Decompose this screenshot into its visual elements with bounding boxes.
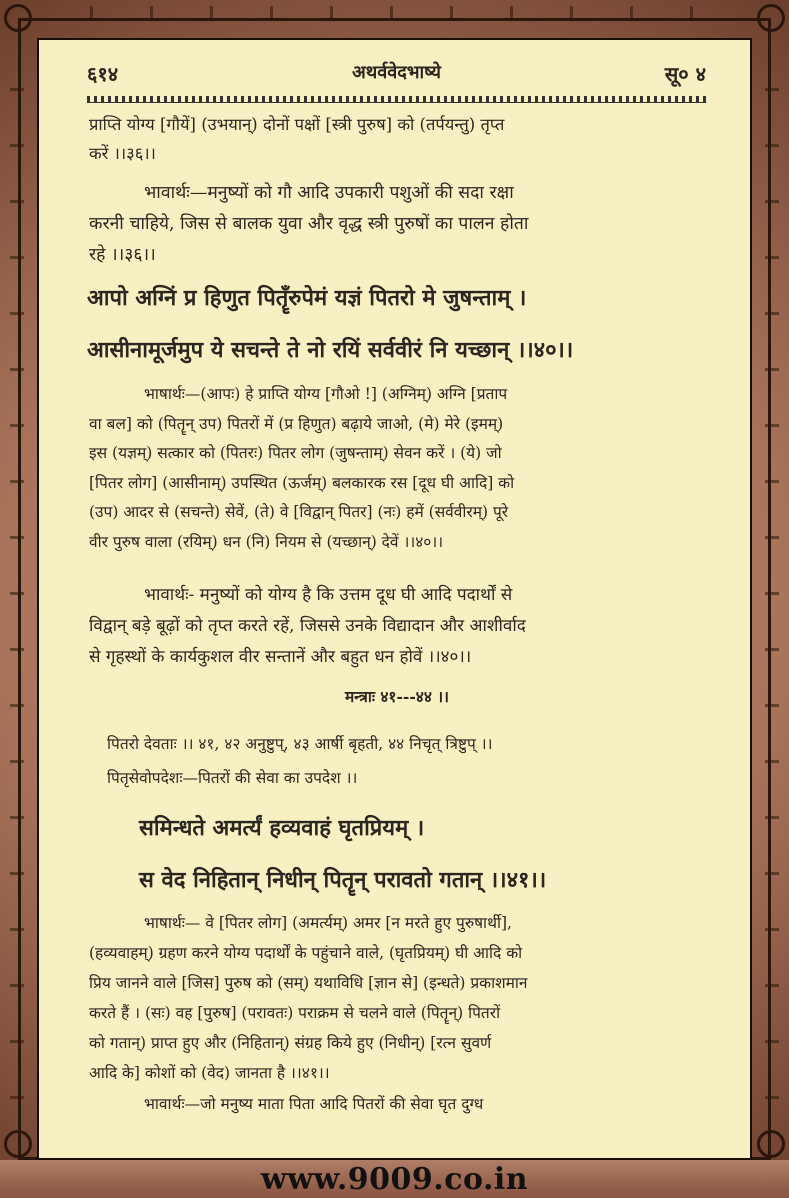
header-rule xyxy=(87,96,706,103)
right-ornament xyxy=(765,60,779,1120)
bhavarth-41: भावार्थः—जो मनुष्य माता पिता आदि पितरों की सेवा घृत दुग्ध xyxy=(144,1095,484,1113)
bhashya-41: भाषार्थः— वे [पितर लोग] (अमर्त्यम्) अमर [न मरते हुए पुरुषार्थी], (हव्यवाहम्) ग्रहण करने योग्य पदार्थों के पहुंचाने वाले, (घृतप्रियम्) घी आदि को प्रिय जानने वाले [जिस] पुरुष को (सम्) यथाविधि [ज्ञान से] (इन्धते) प्रकाशमान करते हैं । (सः) वह [पुरुष] (परावतः) पराक्रम से चलने वाले (पितॄन्) पितरों को गतान्) प्राप्त हुए और (निहितान्) संग्रह किये हुए (निधीन्) [रत्न सुवर्ण आदि के] कोशों को (वेद) जानता है ।।४१।। xyxy=(89,914,528,1082)
corner-scroll-bottom-right xyxy=(757,1130,785,1158)
mantra-40: आपो अग्निं प्र हिणुत पितॄँरुपेमं यज्ञं पितरो मे जुषन्ताम् । आसीनामूर्जमुप ये सचन्ते ते नो रयिं सर्ववीरं नि यच्छान् ।।४०।। xyxy=(87,285,574,363)
corner-scroll-top-left xyxy=(4,4,32,32)
book-title: अथर्ववेदभाष्ये xyxy=(352,62,441,83)
bhavarth-39: भावार्थः—मनुष्यों को गौ आदि उपकारी पशुओं की सदा रक्षा करनी चाहिये, जिस से बालक युवा और वृद्ध स्त्री पुरुषों का पालन होता रहे ।।३६।। xyxy=(89,183,529,265)
corner-scroll-bottom-left xyxy=(4,1130,32,1158)
bhashya-40: भाषार्थः—(आपः) हे प्राप्ति योग्य [गौओ !] (अग्निम्) अग्नि [प्रताप वा बल] को (पितॄन् उप) पितरों में (प्र हिणुत) बढ़ाये जाओ, (मे) मेरे (इमम्) इस (यज्ञम्) सत्कार को (पितरः) पितर लोग (जुषन्ताम्) सेवन करें । (ये) जो [पितर लोग] (आसीनाम्) उपस्थित (ऊर्जम्) बलकारक रस [दूध घी आदि] को (उप) आदर से (सचन्ते) सेवें, (ते) वे [विद्वान् पितर] (नः) हमें (सर्ववीरम्) पूरे वीर पुरुष वाला (रयिम्) धन (नि) नियम से (यच्छान्) देवें ।।४०।। xyxy=(89,385,515,551)
sukta-label: सू० ४ xyxy=(664,62,706,86)
website-link[interactable]: www.9009.co.in xyxy=(260,1162,529,1197)
book-page xyxy=(37,38,752,1160)
mantra-41: समिन्धते अमर्त्यं हव्यवाहं घृतप्रियम् । स वेद निहितान् निधीन् पितॄन् परावतो गतान् ।।४१।। xyxy=(139,815,547,893)
left-ornament xyxy=(10,60,24,1120)
devata-line: पितरो देवताः ।। ४१, ४२ अनुष्टुप्, ४३ आर्षी बृहती, ४४ निचृत् त्रिष्टुप् ।। xyxy=(107,735,493,753)
corner-scroll-top-right xyxy=(757,4,785,32)
mantras-heading: मन्त्राः ४१---४४ ।। xyxy=(344,687,450,706)
page-number: ६१४ xyxy=(87,62,119,86)
top-ornament xyxy=(60,6,729,18)
upadesh-line: पितृसेवोपदेशः—पितरों की सेवा का उपदेश ।। xyxy=(107,769,358,787)
passage-39: प्राप्ति योग्य [गौयें] (उभयान्) दोनों पक्षों [स्त्री पुरुष] को (तर्पयन्तु) तृप्त करें ।।३६।। xyxy=(89,115,505,163)
page-header xyxy=(87,60,706,90)
bhavarth-40: भावार्थः- मनुष्यों को योग्य है कि उत्तम दूध घी आदि पदार्थों से विद्वान् बड़े बूढ़ों को तृप्त करते रहें, जिससे उनके विद्यादान और आशीर्वाद से गृहस्थों के कार्यकुशल वीर सन्तानें और बहुत धन होवें ।।४०।। xyxy=(89,585,526,667)
